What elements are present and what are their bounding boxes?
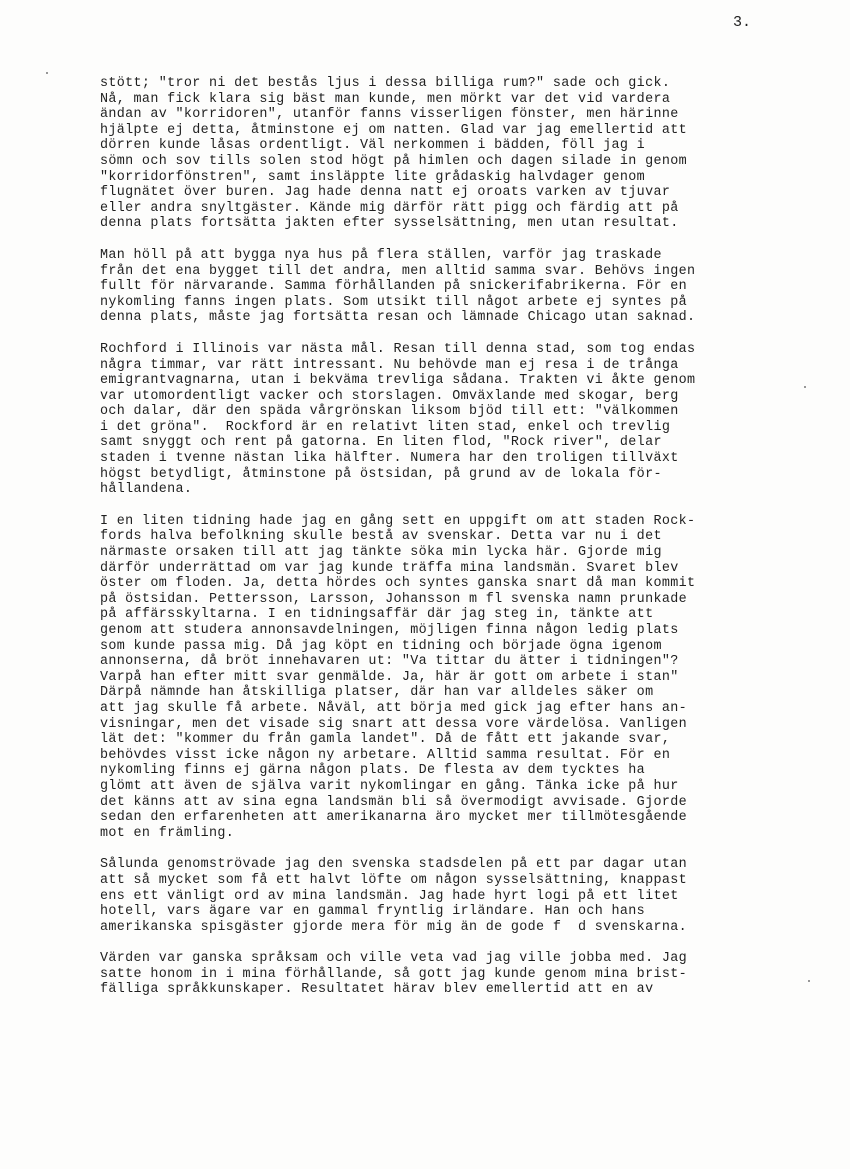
text-line: nykomling finns ej gärna någon plats. De flesta av dem tycktes ha — [100, 763, 646, 779]
text-line: annonserna, då bröt innehavaren ut: "Va tittar du ätter i tidningen"? — [100, 654, 679, 670]
text-line: mot en främling. — [100, 825, 235, 841]
text-line: Rochford i Illinois var nästa mål. Resan till denna stad, som tog endas — [100, 341, 696, 357]
text-line: närmaste orsaken till att jag tänkte söka min lycka här. Gjorde mig — [100, 545, 662, 561]
paragraph-2 — [100, 248, 840, 326]
text-line: amerikanska spisgäster gjorde mera för mig än de gode f d svenskarna. — [100, 919, 687, 935]
text-line: Man höll på att bygga nya hus på flera ställen, varför jag traskade — [100, 247, 662, 263]
text-line: emigrantvagnarna, utan i bekväma trevliga sådana. Trakten vi åkte genom — [100, 373, 696, 389]
text-line: visningar, men det visade sig snart att dessa vore värdelösa. Vanligen — [100, 716, 687, 732]
text-line: ändan av "korridoren", utanför fanns visserligen fönster, men härinne — [100, 107, 679, 123]
text-line: några timmar, var rätt intressant. Nu behövde man ej resa i de trånga — [100, 357, 679, 373]
text-line: och dalar, där den späda vårgrönskan liksom bjöd till ett: "välkommen — [100, 404, 679, 420]
text-line: I en liten tidning hade jag en gång sett en uppgift om att staden Rock- — [100, 513, 696, 529]
text-line: stött; "tror ni det bestås ljus i dessa billiga rum?" sade och gick. — [100, 76, 671, 91]
text-line: därför underrättad om var jag kunde träffa mina landsmän. Svaret blev — [100, 560, 679, 576]
text-line: lät det: "kommer du från gamla landet". Då de fått ett jakande svar, — [100, 732, 671, 748]
text-line: att så mycket som få ett halvt löfte om någon sysselsättning, knappast — [100, 872, 687, 888]
body-text — [100, 76, 840, 1014]
paragraph-4 — [100, 514, 840, 841]
text-line: behövdes visst icke någon ny arbetare. Alltid samma resultat. För en — [100, 747, 671, 763]
text-line: Därpå nämnde han åtskilliga platser, där han var alldeles säker om — [100, 685, 654, 701]
text-line: nykomling fanns ingen plats. Som utsikt till något arbete ej syntes på — [100, 294, 687, 310]
text-line: flugnätet över buren. Jag hade denna natt ej oroats varken av tjuvar — [100, 185, 671, 201]
paragraph-5 — [100, 857, 840, 935]
text-line: Varpå han efter mitt svar genmälde. Ja, här är gott om arbete i stan" — [100, 669, 679, 685]
text-line: Nå, man fick klara sig bäst man kunde, men mörkt var det vid vardera — [100, 91, 671, 107]
paragraph-3 — [100, 342, 840, 498]
text-line: hjälpte ej detta, åtminstone ej om natten. Glad var jag emellertid att — [100, 122, 687, 138]
text-line: dörren kunde låsas ordentligt. Väl nerkommen i bädden, föll jag i — [100, 138, 646, 154]
page-number: 3. — [733, 14, 752, 31]
scan-speck — [46, 72, 48, 74]
text-line: denna plats, måste jag fortsätta resan och lämnade Chicago utan saknad. — [100, 310, 696, 326]
text-line: hotell, vars ägare var en gammal fryntlig irländare. Han och hans — [100, 904, 646, 920]
text-line: samt snyggt och rent på gatorna. En liten flod, "Rock river", delar — [100, 435, 662, 451]
text-line: ens ett vänligt ord av mina landsmän. Jag hade hyrt logi på ett litet — [100, 888, 679, 904]
text-line: var utomordentligt vacker och storslagen. Omväxlande med skogar, berg — [100, 388, 679, 404]
text-line: eller andra snyltgäster. Kände mig därför rätt pigg och färdig att på — [100, 200, 679, 216]
text-line: fälliga språkkunskaper. Resultatet härav blev emellertid att en av — [100, 982, 654, 998]
paragraph-6 — [100, 951, 840, 998]
text-line: "korridorfönstren", samt insläppte lite grådaskig halvdager genom — [100, 169, 646, 185]
text-line: staden i tvenne nästan lika hälfter. Numera har den troligen tillväxt — [100, 451, 679, 467]
text-line: glömt att även de själva varit nykomlingar en gång. Tänka icke på hur — [100, 778, 679, 794]
text-line: genom att studera annonsavdelningen, möjligen finna någon ledig plats — [100, 623, 679, 638]
text-line: satte honom in i mina förhållande, så gott jag kunde genom mina brist- — [100, 966, 687, 982]
text-line: att jag skulle få arbete. Nåväl, att börja med gick jag efter hans an- — [100, 700, 687, 716]
text-line: fullt för närvarande. Samma förhållanden på snickerifabrikerna. För en — [100, 279, 687, 295]
paragraph-1 — [100, 76, 840, 232]
text-line: Värden var ganska språksam och ville veta vad jag ville jobba med. Jag — [100, 951, 687, 967]
text-line: Sålunda genomströvade jag den svenska stadsdelen på ett par dagar utan — [100, 857, 687, 873]
text-line: det känns att av sina egna landsmän bli så övermodigt avvisade. Gjorde — [100, 794, 687, 810]
text-line: som kunde passa mig. Då jag köpt en tidning och började ögna igenom — [100, 638, 662, 654]
text-line: öster om floden. Ja, detta hördes och syntes ganska snart då man kommit — [100, 576, 696, 592]
text-line: på affärsskyltarna. I en tidningsaffär där jag steg in, tänkte att — [100, 607, 654, 623]
text-line: denna plats fortsätta jakten efter sysselsättning, men utan resultat. — [100, 216, 679, 232]
text-line: på östsidan. Pettersson, Larsson, Johansson m fl svenska namn prunkade — [100, 591, 687, 607]
text-line: från det ena bygget till det andra, men alltid samma svar. Behövs ingen — [100, 263, 696, 279]
text-line: hållandena. — [100, 482, 193, 498]
text-line: i det gröna". Rockford är en relativt liten stad, enkel och trevlig — [100, 419, 671, 435]
text-line: högst betydligt, åtminstone på östsidan, på grund av de lokala för- — [100, 466, 662, 482]
text-line: sedan den erfarenheten att amerikanarna äro mycket mer tillmötesgående — [100, 810, 687, 826]
text-line: sömn och sov tills solen stod högt på himlen och dagen silade in genom — [100, 153, 687, 169]
text-line: fords halva befolkning skulle bestå av svenskar. Detta var nu i det — [100, 529, 662, 545]
